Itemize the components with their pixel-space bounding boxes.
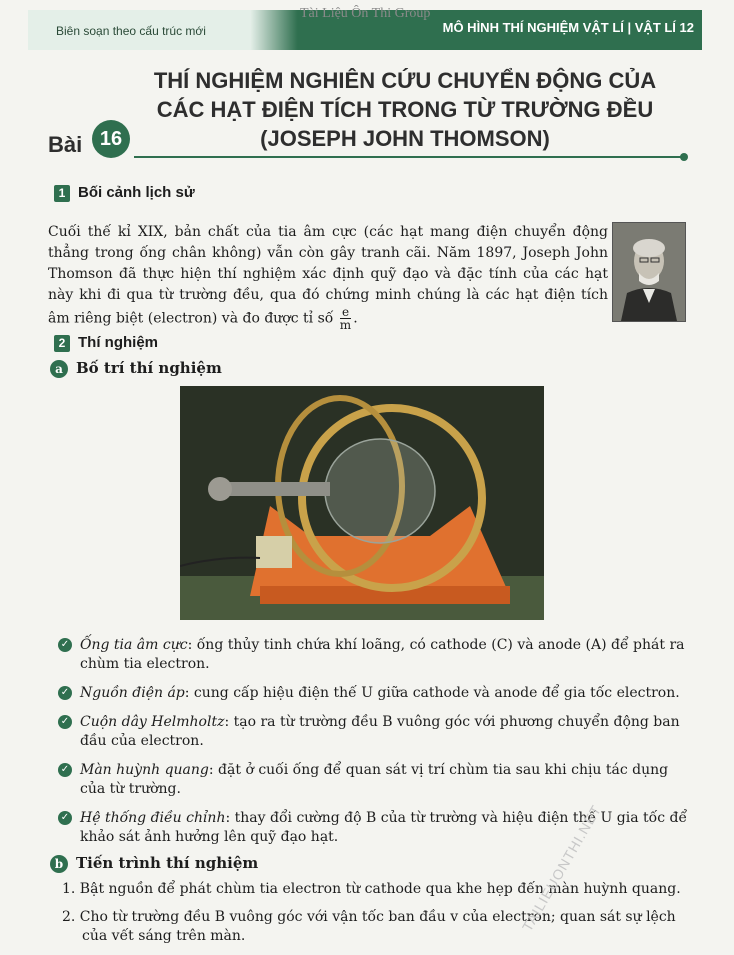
fraction-denominator: m	[339, 318, 352, 332]
header-right-text: MÔ HÌNH THÍ NGHIỆM VẬT LÍ | VẬT LÍ 12	[442, 20, 694, 35]
e-over-m-fraction	[340, 306, 351, 331]
bullet-text: : ống thủy tinh chứa khí loãng, có cathode (C) và anode (A) để phát ra chùm tia electron.	[80, 637, 685, 672]
subsection-a-letter: a	[50, 360, 68, 378]
list-item	[58, 636, 688, 674]
thomson-portrait-image	[612, 222, 686, 322]
history-paragraph	[48, 222, 608, 331]
portrait-icon	[613, 223, 685, 321]
section-2-heading	[54, 334, 158, 352]
history-text: Cuối thế kỉ XIX, bản chất của tia âm cực (các hạt mang điện chuyển động thẳng trong ống chân không) vẫn còn gây tranh cãi. Năm 1897, Joseph John Thomson đã thực hiện thí nghiệm xác định quỹ đạo và đặc tính của các hạt này khi đi qua từ trường đều, qua đó chứng minh chúng là các hạt điện tích âm riêng biệt (electron) và đo được tỉ số	[48, 224, 608, 327]
step-item: 2. Cho từ trường đều B vuông góc với vận tốc ban đầu v của electron; quan sát sự lệch của vết sáng trên màn.	[62, 909, 676, 944]
subsection-b-letter: b	[50, 855, 68, 873]
subsection-b-title: Tiến trình thí nghiệm	[76, 854, 259, 872]
section-1-heading	[54, 184, 195, 202]
bullet-term: Màn huỳnh quang	[80, 762, 209, 778]
lesson-number-badge: 16	[92, 120, 130, 158]
subsection-a-heading	[50, 359, 222, 378]
check-circle-icon: ✓	[58, 715, 72, 729]
list-item	[58, 684, 688, 703]
check-circle-icon: ✓	[58, 763, 72, 777]
title-line-3: (JOSEPH JOHN THOMSON)	[260, 126, 550, 151]
bullet-term: Cuộn dây Helmholtz	[80, 714, 225, 730]
header-left-text: Biên soạn theo cấu trúc mới	[56, 24, 206, 38]
bullet-text: : thay đổi cường độ B của từ trường và hiệu điện thế U gia tốc để khảo sát ảnh hưởng lên quỹ đạo hạt.	[80, 810, 688, 845]
section-2-number: 2	[54, 335, 70, 352]
watermark-diagonal: TAILIEUONTHI.NET	[518, 801, 605, 935]
bullet-text: : cung cấp hiệu điện thế U giữa cathode và anode để gia tốc electron.	[184, 685, 680, 701]
lesson-label: Bài	[48, 132, 83, 157]
title-divider	[134, 156, 682, 158]
bullet-text: : đặt ở cuối ống để quan sát vị trí chùm tia sau khi chịu tác dụng của từ trường.	[80, 762, 669, 797]
list-item	[58, 713, 688, 751]
check-circle-icon: ✓	[58, 638, 72, 652]
section-1-number: 1	[54, 185, 70, 202]
procedure-steps	[62, 880, 688, 955]
bullet-term: Hệ thống điều chỉnh	[80, 810, 226, 826]
thomson-apparatus-photo	[180, 386, 544, 620]
paragraph-end: .	[353, 310, 358, 327]
step-item: 1. Bật nguồn để phát chùm tia electron từ cathode qua khe hẹp đến màn huỳnh quang.	[62, 881, 681, 897]
section-2-title: Thí nghiệm	[78, 334, 158, 351]
bullet-term: Nguồn điện áp	[80, 685, 185, 701]
title-divider-dot	[680, 153, 688, 161]
subsection-b-heading	[50, 854, 258, 873]
subsection-a-title: Bố trí thí nghiệm	[76, 359, 222, 377]
apparatus-icon	[180, 386, 544, 620]
check-circle-icon: ✓	[58, 686, 72, 700]
title-line-2: CÁC HẠT ĐIỆN TÍCH TRONG TỪ TRƯỜNG ĐỀU	[156, 97, 654, 122]
list-item	[58, 761, 688, 799]
section-1-title: Bối cảnh lịch sử	[78, 184, 195, 201]
bullet-text: : tạo ra từ trường đều B vuông góc với phương chuyển động ban đầu của electron.	[80, 714, 680, 749]
check-circle-icon: ✓	[58, 811, 72, 825]
fraction-numerator: e	[340, 306, 351, 319]
title-line-1: THÍ NGHIỆM NGHIÊN CỨU CHUYỂN ĐỘNG CỦA	[153, 68, 657, 93]
lesson-title	[120, 66, 690, 153]
watermark-top: Tài Liệu Ôn Thi Group	[300, 6, 431, 21]
bullet-term: Ống tia âm cực	[80, 637, 188, 653]
